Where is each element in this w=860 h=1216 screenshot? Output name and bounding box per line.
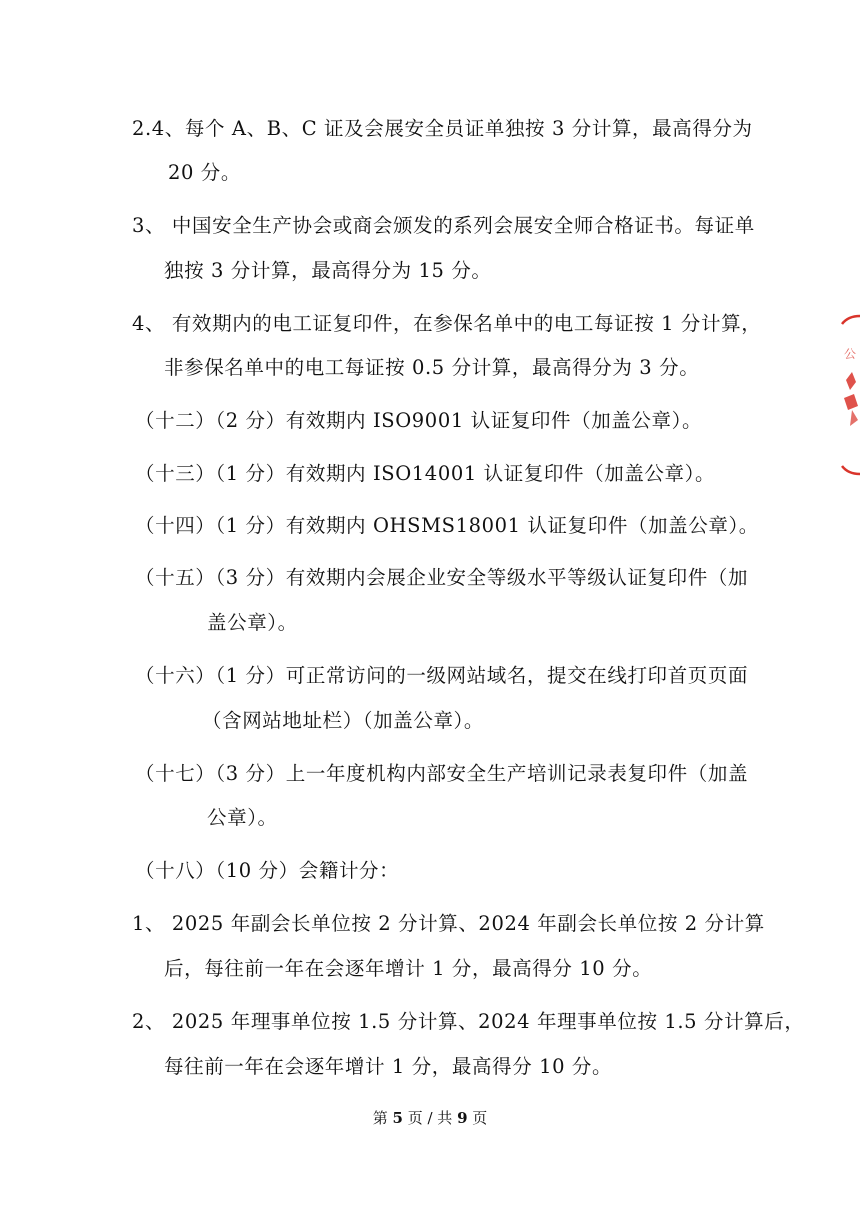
text-line: （十八）（10 分）会籍计分：: [135, 859, 400, 882]
text-line: 2.4、每个 A、B、C 证及会展安全员证单独按 3 分计算，最高得分为: [132, 117, 753, 140]
text-line: （十三）（1 分）有效期内 ISO14001 认证复印件（加盖公章）。: [135, 462, 716, 485]
text-line: 4、 有效期内的电工证复印件，在参保名单中的电工每证按 1 分计算，: [132, 312, 762, 335]
text-line: 1、 2025 年副会长单位按 2 分计算、2024 年副会长单位按 2 分计算: [132, 912, 765, 935]
text-line: （十五）（3 分）有效期内会展企业安全等级水平等级认证复印件（加: [135, 566, 749, 589]
text-line: 公章）。: [207, 806, 278, 829]
text-line: 独按 3 分计算，最高得分为 15 分。: [164, 259, 492, 282]
page-footer: [0, 1108, 860, 1128]
text-line: 后，每往前一年在会逐年增计 1 分，最高得分 10 分。: [164, 957, 653, 980]
text-line: 盖公章）。: [207, 611, 298, 634]
text-line: （十六）（1 分）可正常访问的一级网站域名，提交在线打印首页页面: [135, 664, 749, 687]
text-line: 非参保名单中的电工每证按 0.5 分计算，最高得分为 3 分。: [164, 356, 700, 379]
text-line: （十二）（2 分）有效期内 ISO9001 认证复印件（加盖公章）。: [135, 409, 703, 432]
footer-suffix: 页: [472, 1109, 488, 1127]
text-line: （十七）（3 分）上一年度机构内部安全生产培训记录表复印件（加盖: [135, 762, 749, 785]
official-seal-stamp: [838, 310, 860, 480]
text-line: 每往前一年在会逐年增计 1 分，最高得分 10 分。: [164, 1055, 613, 1078]
text-line: （含网站地址栏）（加盖公章）。: [202, 709, 485, 732]
text-line: 20 分。: [168, 161, 242, 184]
total-page-number: 9: [457, 1109, 468, 1127]
footer-middle: 页 / 共: [407, 1109, 453, 1127]
current-page-number: 5: [392, 1109, 403, 1127]
text-line: 3、 中国安全生产协会或商会颁发的系列会展安全师合格证书。每证单: [132, 214, 755, 237]
svg-text:公: 公: [844, 347, 857, 361]
text-line: 2、 2025 年理事单位按 1.5 分计算、2024 年理事单位按 1.5 分计算后，: [132, 1010, 805, 1033]
footer-prefix: 第: [372, 1109, 388, 1127]
text-line: （十四）（1 分）有效期内 OHSMS18001 认证复印件（加盖公章）。: [135, 514, 759, 537]
